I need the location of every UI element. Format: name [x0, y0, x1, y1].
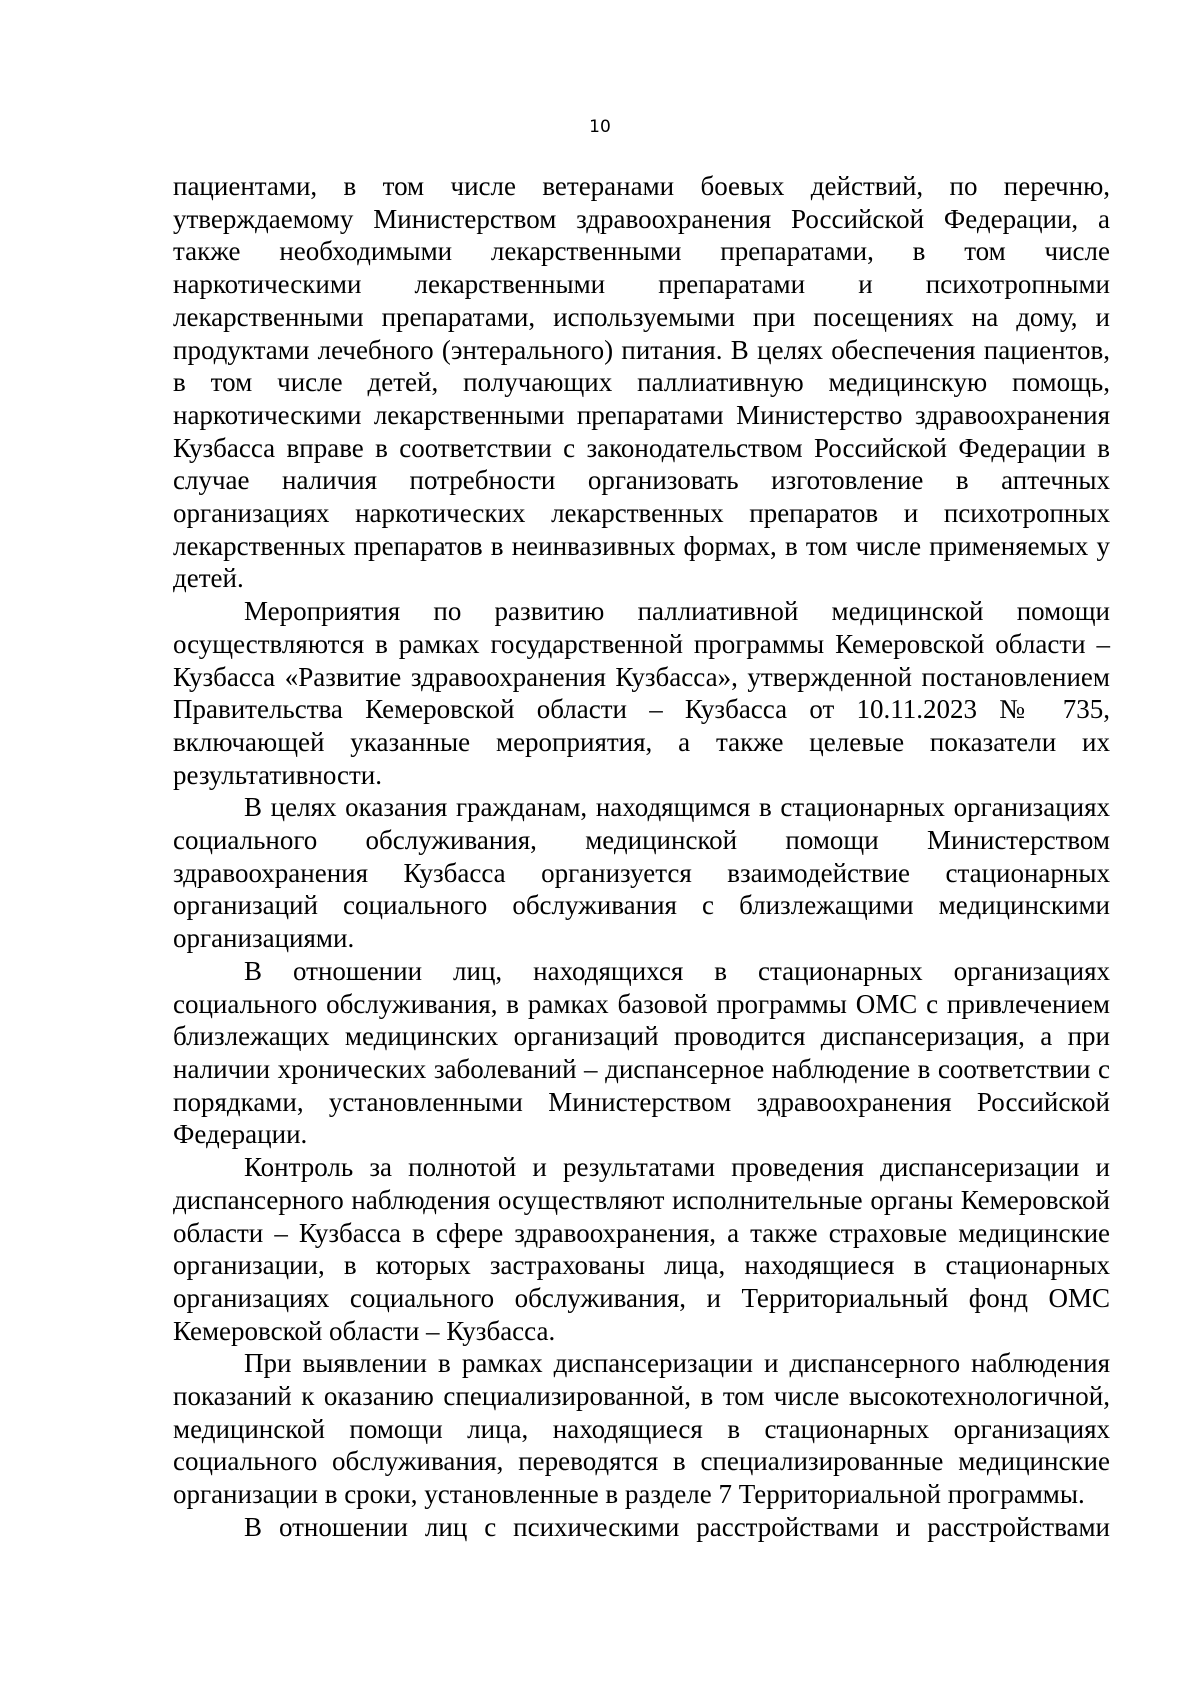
- paragraph-specialized-care: При выявлении в рамках диспансеризации и диспансерного наблюдения показаний к оказанию специализированной, в том числе высокотехнологичной, медицинской помощи лица, находящиеся в стационарных организациях социального обслуживания, переводятся в специализированные медицинские организации в сроки, установленные в разделе 7 Территориальной программы.: [173, 1348, 1110, 1510]
- document-body: [173, 170, 1110, 1544]
- paragraph-palliative-programs: Мероприятия по развитию паллиативной медицинской помощи осуществляются в рамках государственной программы Кемеровской области – Кузбасса «Развитие здравоохранения Кузбасса», утвержденной постановлением Правительства Кемеровской области – Кузбасса от 10.11.2023 № 735, включающей указанные мероприятия, а также целевые показатели их результативности.: [173, 596, 1110, 790]
- paragraph-continuation: пациентами, в том числе ветеранами боевых действий, по перечню, утверждаемому Министерством здравоохранения Российской Федерации, а также необходимыми лекарственными препаратами, в том числе наркотическими лекарственными препаратами и психотропными лекарственными препаратами, используемыми при посещениях на дому, и продуктами лечебного (энтерального) питания. В целях обеспечения пациентов, в том числе детей, получающих паллиативную медицинскую помощь, наркотическими лекарственными препаратами Министерство здравоохранения Кузбасса вправе в соответствии с законодательством Российской Федерации в случае наличия потребности организовать изготовление в аптечных организациях наркотических лекарственных препаратов и психотропных лекарственных препаратов в неинвазивных формах, в том числе применяемых у детей.: [173, 171, 1110, 594]
- paragraph-mental-disorders: В отношении лиц с психическими расстройствами и расстройствами: [244, 1511, 1110, 1542]
- page-number: 10: [589, 117, 611, 137]
- paragraph-dispensarization: В отношении лиц, находящихся в стационарных организациях социального обслуживания, в рамках базовой программы ОМС с привлечением близлежащих медицинских организаций проводится диспансеризация, а при наличии хронических заболеваний – диспансерное наблюдение в соответствии с порядками, установленными Министерством здравоохранения Российской Федерации.: [173, 955, 1110, 1150]
- paragraph-social-institutions: В целях оказания гражданам, находящимся в стационарных организациях социального обслуживания, медицинской помощи Министерством здравоохранения Кузбасса организуется взаимодействие стационарных организаций социального обслуживания с близлежащими медицинскими организациями.: [173, 792, 1110, 954]
- paragraph-control: Контроль за полнотой и результатами проведения диспансеризации и диспансерного наблюдения осуществляют исполнительные органы Кемеровской области – Кузбасса в сфере здравоохранения, а также страховые медицинские организации, в которых застрахованы лица, находящиеся в стационарных организациях социального обслуживания, и Территориальный фонд ОМС Кемеровской области – Кузбасса.: [173, 1152, 1110, 1346]
